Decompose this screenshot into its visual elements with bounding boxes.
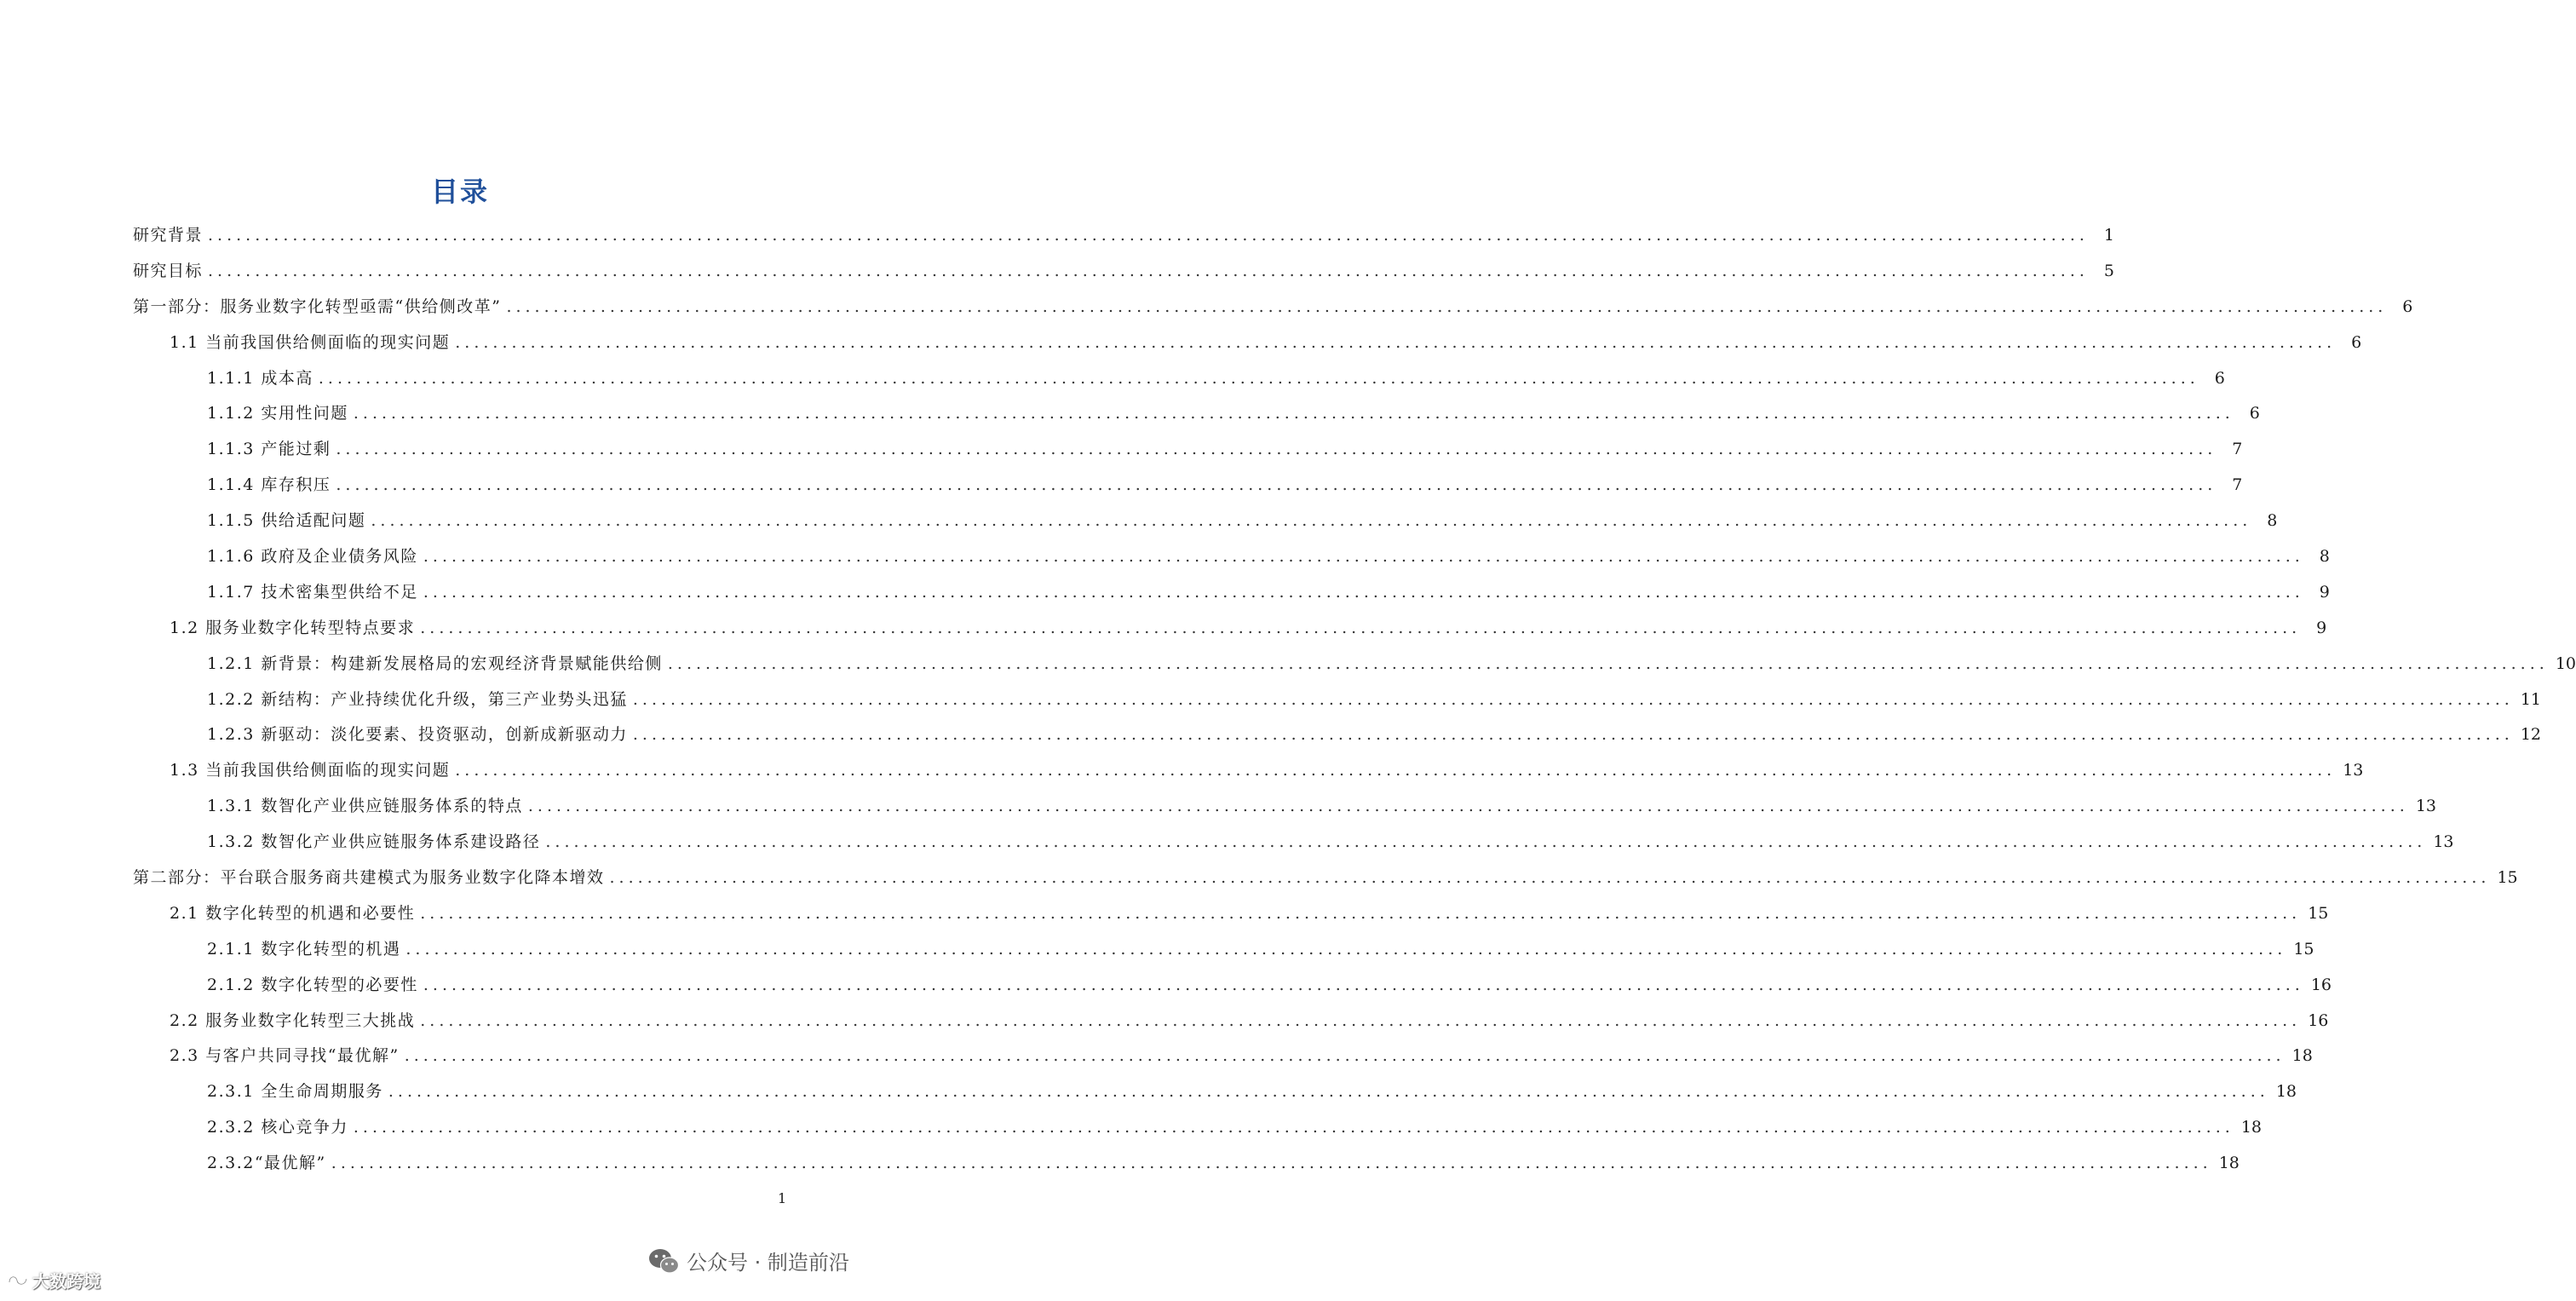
toc-entry-text: 1.1.7 技术密集型供给不足: [207, 582, 418, 602]
dot-leader: ........................................................................................................................................................................................................: [388, 1082, 2269, 1102]
toc-entry-page: 18: [2291, 1046, 2313, 1066]
toc-entry[interactable]: [133, 432, 2243, 468]
toc-entry-text: 1.1 当前我国供给侧面临的现实问题: [170, 332, 451, 352]
toc-entry-page: 9: [2319, 582, 2330, 602]
toc-entry-page: 10: [2555, 653, 2576, 673]
dot-leader: ........................................................................................................................................................................................................: [208, 226, 2089, 245]
toc-entry-text: 1.1.1 成本高: [207, 368, 313, 388]
toc-entry[interactable]: [133, 1110, 2262, 1146]
toc-entry[interactable]: [133, 575, 2330, 611]
dot-leader: ........................................................................................................................................................................................................: [506, 296, 2388, 316]
page-number: 1: [778, 1190, 787, 1206]
toc-entry-page: 15: [2497, 868, 2518, 888]
toc-entry-page: 11: [2520, 689, 2541, 709]
toc-entry-page: 18: [2240, 1118, 2262, 1137]
dot-leader: ........................................................................................................................................................................................................: [404, 1046, 2286, 1066]
dot-leader: ........................................................................................................................................................................................................: [423, 975, 2304, 994]
dot-leader: ........................................................................................................................................................................................................: [336, 440, 2217, 459]
toc-entry[interactable]: [133, 1004, 2329, 1039]
watermark-left: [7, 1268, 101, 1292]
dot-leader: ........................................................................................................................................................................................................: [371, 511, 2252, 531]
toc-entry[interactable]: [133, 968, 2332, 1004]
watermark-left-text: 大数跨境: [32, 1271, 101, 1292]
toc-entry-page: 13: [2433, 832, 2454, 852]
toc-entry-text: 1.3 当前我国供给侧面临的现实问题: [170, 761, 451, 780]
page-title: 目录: [430, 176, 489, 208]
table-of-contents: [133, 218, 2576, 1182]
toc-entry-page: 6: [2402, 296, 2413, 316]
toc-entry-page: 8: [2319, 547, 2330, 567]
toc-entry-text: 2.3.1 全生命周期服务: [207, 1082, 383, 1102]
toc-entry-page: 5: [2103, 261, 2114, 280]
toc-entry[interactable]: [133, 647, 2576, 682]
dot-leader: ........................................................................................................................................................................................................: [632, 725, 2514, 745]
dot-leader: ........................................................................................................................................................................................................: [318, 368, 2199, 388]
dot-leader: ........................................................................................................................................................................................................: [455, 332, 2337, 352]
toc-entry[interactable]: [133, 753, 2364, 789]
toc-entry-page: 15: [2293, 939, 2314, 958]
toc-entry-text: 2.3.2“最优解”: [207, 1154, 326, 1173]
toc-entry[interactable]: [133, 1146, 2240, 1182]
toc-entry[interactable]: [133, 825, 2454, 861]
toc-entry-page: 1: [2103, 226, 2114, 245]
wechat-icon: [647, 1247, 680, 1275]
toc-entry-text: 1.3.1 数智化产业供应链服务体系的特点: [207, 797, 523, 816]
dot-leader: ........................................................................................................................................................................................................: [208, 261, 2089, 280]
toc-entry[interactable]: [133, 218, 2114, 254]
toc-entry-text: 1.3.2 数智化产业供应链服务体系建设路径: [207, 832, 541, 852]
toc-entry-text: 研究背景: [133, 226, 204, 245]
toc-entry-text: 2.3.2 核心竞争力: [207, 1118, 348, 1137]
toc-entry-text: 2.2 服务业数字化转型三大挑战: [170, 1010, 416, 1030]
toc-entry-text: 第一部分：服务业数字化转型亟需“供给侧改革”: [133, 296, 502, 316]
toc-entry[interactable]: [133, 325, 2362, 361]
toc-entry-page: 18: [2218, 1154, 2240, 1173]
dot-leader: ........................................................................................................................................................................................................: [527, 797, 2409, 816]
toc-entry-page: 8: [2267, 511, 2278, 531]
dot-leader: ........................................................................................................................................................................................................: [423, 547, 2304, 567]
watermark-right: [647, 1246, 849, 1275]
toc-entry-page: 18: [2275, 1082, 2297, 1102]
toc-entry[interactable]: [133, 254, 2114, 290]
toc-entry-text: 1.2.1 新背景：构建新发展格局的宏观经济背景赋能供给侧: [207, 653, 663, 673]
toc-entry-text: 2.3 与客户共同寻找“最优解”: [170, 1046, 400, 1066]
toc-entry[interactable]: [133, 932, 2314, 968]
logo-icon: [7, 1272, 29, 1289]
toc-entry[interactable]: [133, 896, 2329, 932]
dot-leader: ........................................................................................................................................................................................................: [353, 1118, 2234, 1137]
toc-entry-page: 13: [2415, 797, 2436, 816]
toc-entry-text: 2.1.1 数字化转型的机遇: [207, 939, 401, 958]
dot-leader: ........................................................................................................................................................................................................: [545, 832, 2427, 852]
toc-entry-text: 2.1.2 数字化转型的必要性: [207, 975, 418, 994]
toc-entry[interactable]: [133, 504, 2278, 539]
dot-leader: ........................................................................................................................................................................................................: [667, 653, 2549, 673]
toc-entry-page: 12: [2520, 725, 2541, 745]
dot-leader: ........................................................................................................................................................................................................: [423, 582, 2304, 602]
toc-entry-page: 9: [2316, 618, 2327, 637]
toc-entry-text: 1.1.3 产能过剩: [207, 440, 331, 459]
toc-entry[interactable]: [133, 789, 2436, 825]
toc-entry-page: 7: [2232, 475, 2243, 495]
toc-entry[interactable]: [133, 361, 2225, 397]
toc-entry-page: 16: [2308, 1010, 2329, 1030]
toc-entry-text: 1.1.5 供给适配问题: [207, 511, 366, 531]
toc-entry[interactable]: [133, 611, 2327, 647]
toc-entry[interactable]: [133, 468, 2243, 504]
toc-entry-text: 1.1.4 库存积压: [207, 475, 331, 495]
toc-entry-text: 2.1 数字化转型的机遇和必要性: [170, 903, 416, 923]
toc-entry-page: 6: [2249, 404, 2260, 423]
toc-entry-page: 16: [2310, 975, 2332, 994]
toc-entry-page: 6: [2351, 332, 2362, 352]
toc-entry[interactable]: [133, 682, 2541, 718]
dot-leader: ........................................................................................................................................................................................................: [420, 903, 2302, 923]
toc-entry-page: 13: [2343, 761, 2364, 780]
toc-entry-text: 1.2.2 新结构：产业持续优化升级，第三产业势头迅猛: [207, 689, 628, 709]
toc-entry-text: 1.2.3 新驱动：淡化要素、投资驱动，创新成新驱动力: [207, 725, 628, 745]
toc-entry[interactable]: [133, 396, 2260, 432]
toc-entry-text: 第二部分：平台联合服务商共建模式为服务业数字化降本增效: [133, 868, 605, 888]
toc-entry-text: 1.2 服务业数字化转型特点要求: [170, 618, 416, 637]
toc-entry-text: 1.1.2 实用性问题: [207, 404, 348, 423]
toc-entry[interactable]: [133, 290, 2413, 325]
toc-entry[interactable]: [133, 539, 2330, 575]
dot-leader: ........................................................................................................................................................................................................: [336, 475, 2217, 495]
toc-entry-text: 1.1.6 政府及企业债务风险: [207, 547, 418, 567]
toc-entry[interactable]: [133, 1074, 2297, 1110]
toc-entry-page: 15: [2308, 903, 2329, 923]
toc-entry-text: 研究目标: [133, 261, 204, 280]
dot-leader: ........................................................................................................................................................................................................: [609, 868, 2491, 888]
toc-entry[interactable]: [133, 1039, 2313, 1074]
dot-leader: ........................................................................................................................................................................................................: [455, 761, 2337, 780]
toc-entry[interactable]: [133, 717, 2541, 753]
dot-leader: ........................................................................................................................................................................................................: [331, 1154, 2212, 1173]
dot-leader: ........................................................................................................................................................................................................: [420, 1010, 2302, 1030]
dot-leader: ........................................................................................................................................................................................................: [420, 618, 2302, 637]
dot-leader: ........................................................................................................................................................................................................: [405, 939, 2287, 958]
toc-entry-page: 6: [2214, 368, 2225, 388]
watermark-right-text: 公众号 · 制造前沿: [687, 1251, 849, 1275]
toc-entry-page: 7: [2232, 440, 2243, 459]
dot-leader: ........................................................................................................................................................................................................: [353, 404, 2234, 423]
toc-entry[interactable]: [133, 861, 2518, 896]
dot-leader: ........................................................................................................................................................................................................: [632, 689, 2514, 709]
